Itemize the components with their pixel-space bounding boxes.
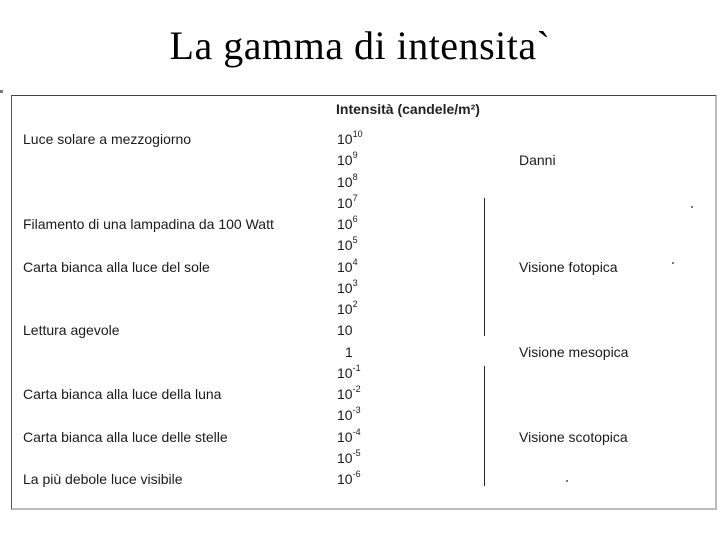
intensity-base: 10 (337, 449, 353, 466)
intensity-exponent: 7 (352, 192, 358, 203)
source-label: Carta bianca alla luce delle stelle (23, 428, 228, 445)
source-label: La più debole luce visibile (23, 471, 183, 487)
zone-divider-photopic (484, 198, 485, 336)
source-label: Lettura agevole (23, 322, 120, 339)
column-header-intensity: Intensità (candele/m²) (336, 101, 480, 117)
intensity-value (337, 131, 363, 147)
intensity-value (337, 426, 361, 445)
intensity-value (337, 386, 361, 402)
intensity-exponent: 8 (352, 171, 358, 182)
source-label: Carta bianca alla luce della luna (23, 386, 222, 402)
intensity-base: 10 (337, 216, 353, 232)
table-row (0, 386, 720, 407)
intensity-base: 10 (337, 428, 353, 445)
intensity-base: 1 (345, 343, 353, 360)
scan-speck (566, 480, 568, 482)
intensity-value (337, 471, 361, 487)
intensity-value (337, 192, 358, 211)
intensity-exponent: 2 (352, 299, 358, 309)
intensity-value (337, 256, 358, 275)
intensity-exponent: -2 (352, 384, 361, 394)
vision-zone-label: Danni (519, 152, 556, 169)
source-label: Carta bianca alla luce del sole (23, 258, 210, 275)
intensity-exponent: 9 (352, 150, 358, 161)
intensity-value (337, 322, 353, 338)
table-row (0, 216, 720, 237)
intensity-exponent: 4 (352, 256, 358, 267)
intensity-base: 10 (337, 258, 353, 275)
intensity-value (337, 447, 361, 466)
intensity-exponent: -3 (352, 405, 361, 416)
table-row (0, 152, 720, 173)
intensity-value (337, 277, 358, 296)
intensity-base: 10 (337, 279, 353, 296)
intensity-base: 10 (337, 152, 353, 169)
table-row (0, 344, 720, 365)
page-title: La gamma di intensita` (169, 23, 551, 68)
intensity-value (337, 362, 361, 381)
vision-zone-label: Visione fotopica (519, 258, 618, 275)
edge-mark (0, 90, 3, 93)
intensity-base: 10 (337, 386, 353, 402)
intensity-exponent: 5 (352, 235, 358, 246)
intensity-value (337, 171, 358, 190)
table-row (0, 471, 720, 492)
intensity-exponent: -4 (352, 426, 361, 437)
intensity-base: 10 (337, 194, 353, 211)
scan-speck (691, 206, 693, 208)
intensity-base: 10 (337, 131, 353, 147)
table-row (0, 237, 720, 258)
intensity-value (337, 237, 358, 253)
vision-zone-label: Visione scotopica (519, 428, 628, 445)
intensity-base: 10 (337, 237, 353, 254)
table-row (0, 256, 720, 280)
table-row (0, 131, 720, 152)
zone-divider-scotopic (484, 366, 485, 486)
intensity-value (337, 216, 358, 232)
table-row (0, 407, 720, 428)
intensity-value (345, 344, 353, 360)
table-row (0, 426, 720, 450)
intensity-base: 10 (337, 301, 353, 317)
intensity-value (337, 152, 358, 168)
intensity-exponent: 10 (352, 129, 363, 139)
table-row (0, 277, 720, 301)
intensity-base: 10 (337, 173, 353, 190)
intensity-base: 10 (337, 407, 353, 424)
intensity-base: 10 (337, 364, 353, 381)
table-row (0, 322, 720, 343)
scan-speck (672, 262, 674, 264)
intensity-exponent: -6 (352, 469, 361, 479)
intensity-value (337, 407, 361, 423)
intensity-exponent: 3 (352, 277, 358, 288)
intensity-exponent: -1 (352, 362, 361, 373)
table-row (0, 447, 720, 471)
source-label: Luce solare a mezzogiorno (23, 131, 192, 147)
intensity-exponent: 6 (352, 214, 358, 224)
table-row (0, 362, 720, 386)
table-row (0, 171, 720, 195)
intensity-exponent: -5 (352, 447, 361, 458)
table-row (0, 301, 720, 322)
vision-zone-label: Visione mesopica (519, 343, 629, 360)
intensity-base: 10 (337, 471, 353, 487)
table-row (0, 192, 720, 216)
intensity-base: 10 (337, 322, 353, 339)
intensity-value (337, 301, 358, 317)
source-label: Filamento di una lampadina da 100 Watt (23, 216, 274, 232)
